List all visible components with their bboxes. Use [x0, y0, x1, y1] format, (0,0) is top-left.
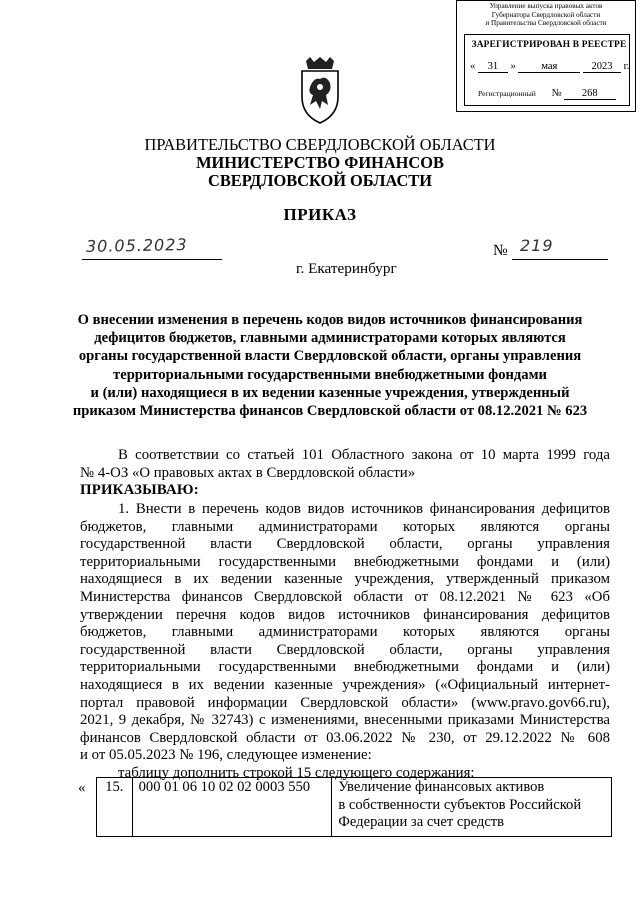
stamp-date-close-quote: » [510, 61, 516, 72]
item-line: финансов Свердловской области от 03.06.2022 № 230, от 29.12.2022 № 608 [80, 729, 610, 746]
ministry-name: МИНИСТЕРСТВО ФИНАНСОВ [196, 153, 444, 172]
table-cell-code: 000 01 06 10 02 02 0003 550 [132, 778, 332, 837]
order-date-handwritten: 30.05.2023 [85, 235, 188, 256]
title-line: территориальными государственными внебюджетными фондами [113, 366, 547, 383]
order-word: ПРИКАЗЫВАЮ: [80, 482, 199, 498]
item-line: таблицу дополнить строкой 15 следующего содержания: [118, 764, 475, 781]
stamp-header-line: Губернатора Свердловской области [491, 10, 601, 19]
stamp-header [458, 2, 634, 28]
item-line: находящиеся в их ведении казенные учреждения, утвержденный приказом [80, 571, 610, 588]
coat-of-arms-emblem [296, 57, 344, 127]
table-row [97, 778, 612, 837]
order-number-handwritten: 219 [520, 236, 554, 255]
item-line: 1. Внести в перечень кодов видов источников финансирования дефицитов [118, 501, 610, 517]
title-line: дефицитов бюджетов, главными администраторами которых являются [94, 330, 566, 347]
stamp-title: ЗАРЕГИСТРИРОВАН В РЕЕСТРЕ [471, 40, 627, 50]
title-line: О внесении изменения в перечень кодов видов источников финансирования [77, 312, 583, 328]
ministry-region: СВЕРДЛОВСКОЙ ОБЛАСТИ [208, 171, 432, 190]
table-cell-description [332, 778, 612, 837]
description-line: Увеличение финансовых активов [338, 779, 545, 795]
stamp-date [470, 61, 629, 73]
appended-table-row [96, 777, 612, 837]
stamp-date-suffix: г. [623, 61, 630, 72]
stamp-registration [478, 88, 616, 100]
city: г. Екатеринбург [296, 260, 397, 277]
stamp-date-month: мая [518, 61, 580, 73]
item-line: утверждении перечня кодов видов источников финансирования дефицитов [80, 606, 610, 623]
title-line: и (или) находящиеся в их ведении казенные учреждения, утвержденный [90, 384, 570, 401]
document-type: ПРИКАЗ [283, 205, 357, 224]
stamp-header-line: и Правительства Свердловской области [485, 19, 607, 28]
item-line: бюджетов, главными администраторами которых являются органы [80, 624, 610, 641]
stamp-reg-label: Регистрационный [478, 89, 536, 98]
item-line: государственной власти Свердловской области, органы управления [80, 536, 610, 553]
table-cell-number: 15. [97, 778, 133, 837]
stamp-date-day: 31 [478, 61, 508, 73]
stamp-date-year: 2023 [583, 61, 621, 73]
preamble-line: № 4-ОЗ «О правовых актах в Свердловской области» [80, 464, 416, 481]
government-name: ПРАВИТЕЛЬСТВО СВЕРДЛОВСКОЙ ОБЛАСТИ [144, 135, 496, 154]
item-line: территориальными государственными внебюджетными фондами и (или) [80, 553, 610, 570]
item-line: находящиеся в их ведении казенные учреждения» («Официальный интернет- [80, 676, 610, 693]
item-1-paragraph [80, 501, 610, 783]
stamp-date-open-quote: « [470, 61, 476, 72]
item-line: Министерства финансов Свердловской области от 08.12.2021 № 623 «Об [80, 588, 610, 605]
stamp-header-line: Управление выпуска правовых актов [489, 2, 603, 10]
title-line: органы государственной власти Свердловской области, органы управления [78, 348, 582, 365]
stamp-reg-no-label: № [551, 88, 562, 99]
preamble-line: В соответствии со статьей 101 Областного закона от 10 марта 1999 года [118, 447, 610, 463]
item-line: и от 05.05.2023 № 196, следующее изменение: [80, 747, 372, 764]
item-line: портал правовой информации Свердловской области» (www.pravo.gov66.ru), [80, 694, 610, 711]
stamp-reg-number: 268 [564, 88, 616, 100]
table-open-quote: « [78, 780, 86, 796]
item-line: бюджетов, главными администраторами которых являются органы [80, 518, 610, 535]
document-title [40, 311, 620, 420]
preamble [80, 447, 610, 482]
item-line: государственной власти Свердловской области, органы управления [80, 641, 610, 658]
description-line: в собственности субъектов Российской [338, 796, 582, 813]
number-underline [512, 259, 608, 260]
item-line: 2021, 9 декабря, № 32743) с изменениями, внесенными приказами Министерства [80, 712, 610, 729]
title-line: приказом Министерства финансов Свердловской области от 08.12.2021 № 623 [72, 403, 588, 420]
order-number-label: № [493, 242, 508, 259]
description-line: Федерации за счет средств [338, 814, 505, 831]
item-line: территориальными государственными внебюджетными фондами и (или) [80, 659, 610, 676]
date-underline [82, 259, 222, 260]
